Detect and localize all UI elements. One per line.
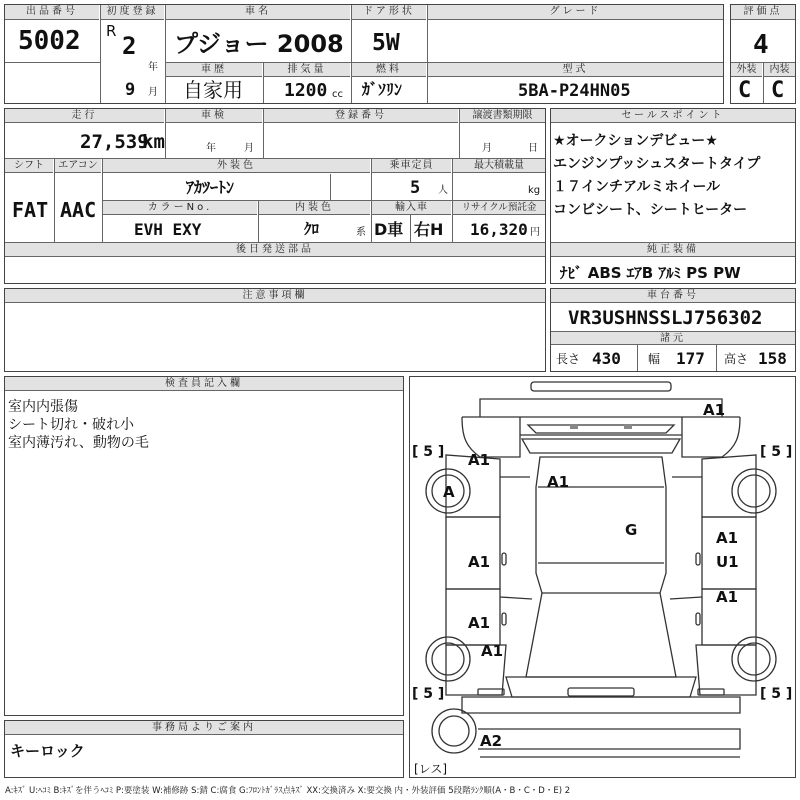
color-no-header: カラーNo.: [103, 201, 257, 215]
sales-point-header: セールスポイント: [551, 109, 795, 123]
model-value: 5BA-P24HN05: [518, 81, 631, 101]
divider: [637, 345, 638, 371]
tread-rear-left: [ 5 ]: [412, 686, 445, 702]
divider: [5, 62, 100, 63]
divider: [263, 109, 264, 158]
front-grille-outline: [480, 399, 722, 417]
divider: [165, 109, 166, 158]
door-type: 5W: [372, 30, 400, 56]
damage-mark-right-front-door-1: A1: [716, 529, 739, 547]
divider: [763, 63, 764, 103]
max-load-unit: kg: [528, 185, 541, 196]
length-value: 430: [592, 349, 621, 368]
damage-diagram: [409, 376, 796, 778]
length-label: 長さ: [556, 352, 581, 366]
car-name: プジョー 2008: [174, 30, 344, 58]
lot-number: 5002: [18, 26, 81, 56]
damage-mark-right-front-door-2: U1: [716, 553, 739, 571]
later-parts-header: 後日発送部品: [5, 243, 545, 257]
divider: [427, 5, 428, 62]
divider: [427, 63, 428, 103]
tread-value: 5: [771, 686, 782, 702]
mileage-unit: km: [142, 131, 165, 153]
recycle-header: リサイクル預託金: [453, 201, 545, 215]
model-header: 型式: [428, 63, 723, 77]
office-text: キーロック: [10, 742, 85, 760]
inspection-header: 車検: [166, 109, 262, 123]
right-rear-fender: [696, 645, 756, 695]
exterior-grade: C: [738, 78, 752, 103]
history-header: 車歴: [166, 63, 262, 77]
divider: [330, 174, 331, 200]
int-color-header: 内装色: [259, 201, 370, 215]
divider: [410, 215, 411, 242]
overall-score: 4: [753, 30, 769, 60]
transfer-month-unit: 月: [482, 143, 492, 154]
inspector-line: 室内内張傷: [8, 399, 78, 415]
displacement-unit: cc: [332, 89, 343, 100]
lot-no-header: 出品番号: [5, 5, 99, 20]
sales-point-line: １７インチアルミホイール: [553, 179, 721, 195]
damage-mark-left-rear-door: A1: [468, 614, 491, 632]
door-header: ドア形状: [352, 5, 426, 20]
damage-mark-left-front-door: A1: [468, 553, 491, 571]
notes-header: 注意事項欄: [5, 289, 545, 303]
import-h-value: 右H: [414, 220, 444, 239]
recycle-unit: 円: [530, 227, 540, 238]
divider: [258, 201, 259, 242]
spare-value: レス: [418, 762, 443, 776]
tread-value: 5: [423, 686, 434, 702]
first-reg-header: 初度登録: [101, 5, 164, 20]
inspection-month-unit: 月: [244, 143, 254, 154]
first-reg-month: 9: [125, 80, 136, 100]
office-header: 事務局よりご案内: [5, 721, 403, 735]
capacity-value: 5: [410, 178, 421, 198]
fuel-value: ｶﾞｿﾘﾝ: [362, 80, 403, 99]
int-color-value: ｸﾛ: [304, 220, 320, 238]
height-value: 158: [758, 349, 787, 368]
exterior-header: 外装: [731, 63, 762, 77]
car-name-header: 車名: [166, 5, 350, 20]
fuel-header: 燃料: [352, 63, 426, 77]
year-unit: 年: [148, 62, 158, 73]
transfer-day-unit: 日: [528, 143, 538, 154]
inspector-line: シート切れ・破れ小: [8, 417, 134, 433]
divider: [351, 5, 352, 62]
history-value: 自家用: [183, 78, 243, 102]
tread-rear-right: [ 5 ]: [760, 686, 793, 702]
displacement-value: 1200: [284, 80, 328, 101]
sales-point-line: ★オークションデビュー★: [553, 133, 718, 149]
divider: [716, 345, 717, 371]
capacity-header: 乗車定員: [372, 159, 451, 173]
inspection-year-unit: 年: [206, 143, 216, 154]
grade-header: グレード: [428, 5, 723, 20]
import-header: 輸入車: [372, 201, 451, 215]
damage-mark-right-rear-door: A1: [716, 588, 739, 606]
dims-header: 諸元: [551, 331, 795, 345]
equipment-items: ﾅﾋﾞ ABS ｴｱB ｱﾙﾐ PS PW: [560, 264, 741, 282]
divider: [459, 109, 460, 158]
damage-mark-front-left-wheel: A: [443, 483, 455, 501]
chassis-header: 車台番号: [551, 289, 795, 303]
divider: [54, 159, 55, 242]
height-label: 高さ: [724, 352, 749, 366]
tread-value: 5: [771, 444, 782, 460]
width-label: 幅: [648, 352, 661, 366]
tread-front-left: [ 5 ]: [412, 444, 445, 460]
right-front-fender: [702, 455, 756, 517]
capacity-unit: 人: [438, 185, 448, 196]
hood-outline: [528, 425, 674, 433]
transfer-header: 譲渡書類期限: [460, 109, 545, 123]
sales-point-line: コンビシート、シートヒーター: [553, 202, 748, 218]
damage-mark-roof: G: [625, 521, 638, 539]
reg-no-header: 登録番号: [264, 109, 458, 123]
divider: [263, 63, 264, 103]
front-bumper-outline: [531, 382, 671, 391]
equipment-header: 純正装備: [551, 243, 795, 257]
ext-color-value: ｱｶﾂｰﾄﾝ: [186, 178, 235, 197]
damage-mark-rear-bumper: A2: [480, 732, 503, 750]
tread-value: 5: [423, 444, 434, 460]
car-diagram-svg: [410, 377, 795, 777]
inspector-header: 検査員記入欄: [5, 377, 403, 391]
import-d-value: D車: [374, 220, 404, 239]
damage-mark-top-right: A1: [703, 401, 726, 419]
shift-value: FAT: [12, 198, 49, 222]
recycle-value: 16,320: [470, 220, 528, 239]
interior-header: 内装: [764, 63, 795, 77]
width-value: 177: [676, 349, 705, 368]
rear-window-outline: [526, 593, 676, 677]
windshield-outline: [522, 439, 680, 453]
divider: [165, 5, 166, 103]
chassis-number: VR3USHNSSLJ756302: [568, 307, 763, 329]
interior-grade: C: [771, 78, 785, 103]
ac-header: エアコン: [55, 159, 101, 173]
tread-front-right: [ 5 ]: [760, 444, 793, 460]
spare-tire-status: [レス]: [414, 762, 448, 776]
era: R: [106, 22, 117, 40]
score-header: 評価点: [731, 5, 795, 20]
int-color-unit: 系: [356, 227, 366, 238]
max-load-header: 最大積載量: [453, 159, 545, 173]
damage-mark-front-left-fender: A1: [468, 451, 491, 469]
shift-header: シフト: [5, 159, 53, 173]
sales-point-line: エンジンプッシュスタートタイプ: [553, 156, 761, 172]
damage-mark-left-rear-fender: A1: [481, 642, 504, 660]
displacement-header: 排気量: [264, 63, 350, 77]
month-unit: 月: [148, 87, 158, 98]
color-no-value: EVH EXY: [134, 220, 202, 239]
ac-value: AAC: [60, 198, 97, 222]
legend: A:ｷｽﾞ U:ﾍｺﾐ B:ｷｽﾞを伴うﾍｺﾐ P:要塗装 W:補修跡 S:錆 C:腐食 G:ﾌﾛﾝﾄｶﾞﾗｽ点ｷｽﾞ XX:交換済み X:要交換 内・外装評価 5段階ﾗﾝｸ順(A・B・C・D・E) 2: [5, 786, 571, 796]
mileage-value: 27,539: [80, 131, 149, 153]
first-reg-year: 2: [122, 32, 137, 60]
trunk-outline: [506, 677, 696, 697]
inspector-line: 室内薄汚れ、動物の毛: [8, 435, 149, 451]
damage-mark-windshield: A1: [547, 473, 570, 491]
mileage-header: 走行: [5, 109, 164, 123]
ext-color-header: 外装色: [103, 159, 370, 173]
divider: [100, 5, 101, 103]
divider: [351, 63, 352, 103]
rear-bumper-outline: [478, 729, 740, 749]
